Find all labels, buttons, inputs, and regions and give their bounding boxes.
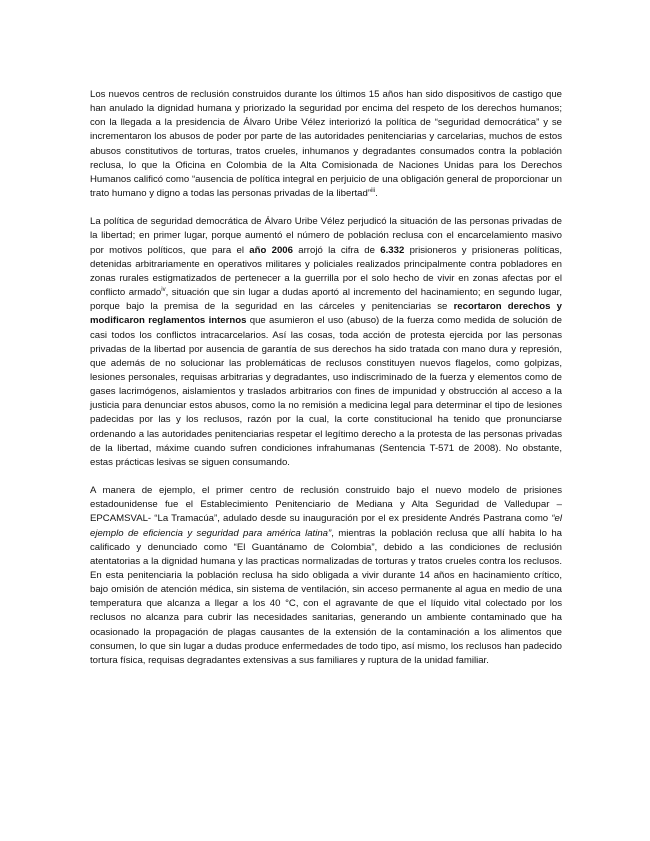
text-run: , mientras la población reclusa que allí habita lo ha calificado y denunciado como “El Guantánamo de Colombia”, debido a las condiciones de reclusión atentatorias a la dignidad humana y las practicas normalizadas de torturas y tratos crueles contra los reclusos. En esta penitenciaria la población reclusa ha sido obligada a vivir durante 14 años en hacinamiento crítico, bajo omisión de atención médica, sin sistema de ventilación, sin acceso permanente al agua en medio de una temperatura que alcanza a llegar a los 40 °C, con el agravante de que el líquido vital colectado por los reclusos no alcanza para cubrir las necesidades sanitarias, generando un ambiente contaminado que ha ocasionado la propagación de plagas causantes de la extensión de la contaminación a los alimentos que consumen, lo que sin lugar a dudas produce enfermedades de todo tipo, así mismo, los reclusos han padecido tortura física, requisas degradantes extensivas a sus familiares y ruptura de la unidad familiar. bbox=[90, 527, 562, 666]
text-run: . bbox=[375, 188, 378, 200]
text-run: que asumieron el uso (abuso) de la fuerza como medida de solución de casi todos los conflictos intracarcelarios. Así las cosas, toda acción de protesta ejercida por las personas privadas de la libertad por ausencia de garantía de sus derechos ha sido tratada con mano dura y represión, que además de no solucionar las problemáticas de reclusos constituyen nuevos flagelos, como golpizas, lesiones personales, requisas arbitrarias y degradantes, uso indiscriminado de la fuerza y elementos como de gases lacrimógenos, aislamientos y traslados arbitrarios con fines de impunidad y obstrucción al acceso a la justicia para denunciar estos abusos, como la no remisión a medicina legal para determinar el tipo de lesiones padecidas por las y los reclusos, razón por la cual, la corte constitucional ha tenido que pronunciarse ordenando a las autoridades penitenciarias respetar el legítimo derecho a la protesta de las personas privadas de la libertad, máxime cuando sufren condiciones infrahumanas (Sentencia T-571 de 2008). No obstante, estas prácticas lesivas se siguen consumando. bbox=[90, 315, 562, 468]
document-page bbox=[90, 88, 562, 682]
bold-text: recortaron derechos y modificaron reglamentos internos bbox=[90, 301, 563, 327]
italic-quote: “el ejemplo de eficiencia y seguridad para américa latina” bbox=[90, 513, 562, 539]
paragraph-2 bbox=[90, 215, 562, 470]
text-run: , situación que sin lugar a dudas aportó al incremento del hacinamiento; en segundo lugar, porque bajo la premisa de la seguridad en las cárceles y penitenciarias se bbox=[90, 287, 563, 313]
footnote-ref: iii bbox=[371, 187, 376, 194]
bold-text: 6.332 bbox=[380, 244, 405, 256]
footnote-ref: iv bbox=[161, 286, 166, 293]
text-run: arrojó la cifra de bbox=[292, 244, 381, 256]
text-run: A manera de ejemplo, el primer centro de reclusión construido bajo el nuevo modelo de prisiones estadounidense fue el Establecimiento Penitenciario de Mediana y Alta Seguridad de Valledupar – EPCAMSVAL- “La Tramacúa”, adulado desde su inauguración por el ex presidente Andrés Pastrana como bbox=[90, 485, 562, 525]
text-run: prisioneros y prisioneras políticas, detenidas arbitrariamente en operativos militares y policiales realizados principalmente contra pobladores en zonas rurales estigmatizados de pertenecer a la guerrilla por el solo hecho de vivir en zonas afectas por el conflicto armado bbox=[90, 244, 562, 299]
bold-text: año 2006 bbox=[249, 244, 293, 256]
paragraph-1 bbox=[90, 88, 562, 201]
paragraph-3 bbox=[90, 484, 562, 668]
text-run: La política de seguridad democrática de Álvaro Uribe Vélez perjudicó la situación de las personas privadas de la libertad; en primer lugar, porque aumentó el número de población reclusa con el encarcelamiento masivo por motivos políticos, que para el bbox=[90, 216, 562, 256]
text-run: Los nuevos centros de reclusión construidos durante los últimos 15 años han sido dispositivos de castigo que han anulado la dignidad humana y priorizado la seguridad por encima del respeto de los derechos humanos; con la llegada a la presidencia de Álvaro Uribe Vélez interiorizó la política de “seguridad democrática” y se incrementaron los abusos de poder por parte de las autoridades penitenciarias y carcelarias, muchos de estos abusos constitutivos de torturas, tratos crueles, inhumanos y degradantes consumados contra la población reclusa, lo que la Oficina en Colombia de la Alta Comisionada de Naciones Unidas para los Derechos Humanos calificó como “ausencia de política integral en perjuicio de una obligación general de proporcionar un trato humano y digno a todas las personas privadas de la libertad” bbox=[90, 89, 562, 200]
